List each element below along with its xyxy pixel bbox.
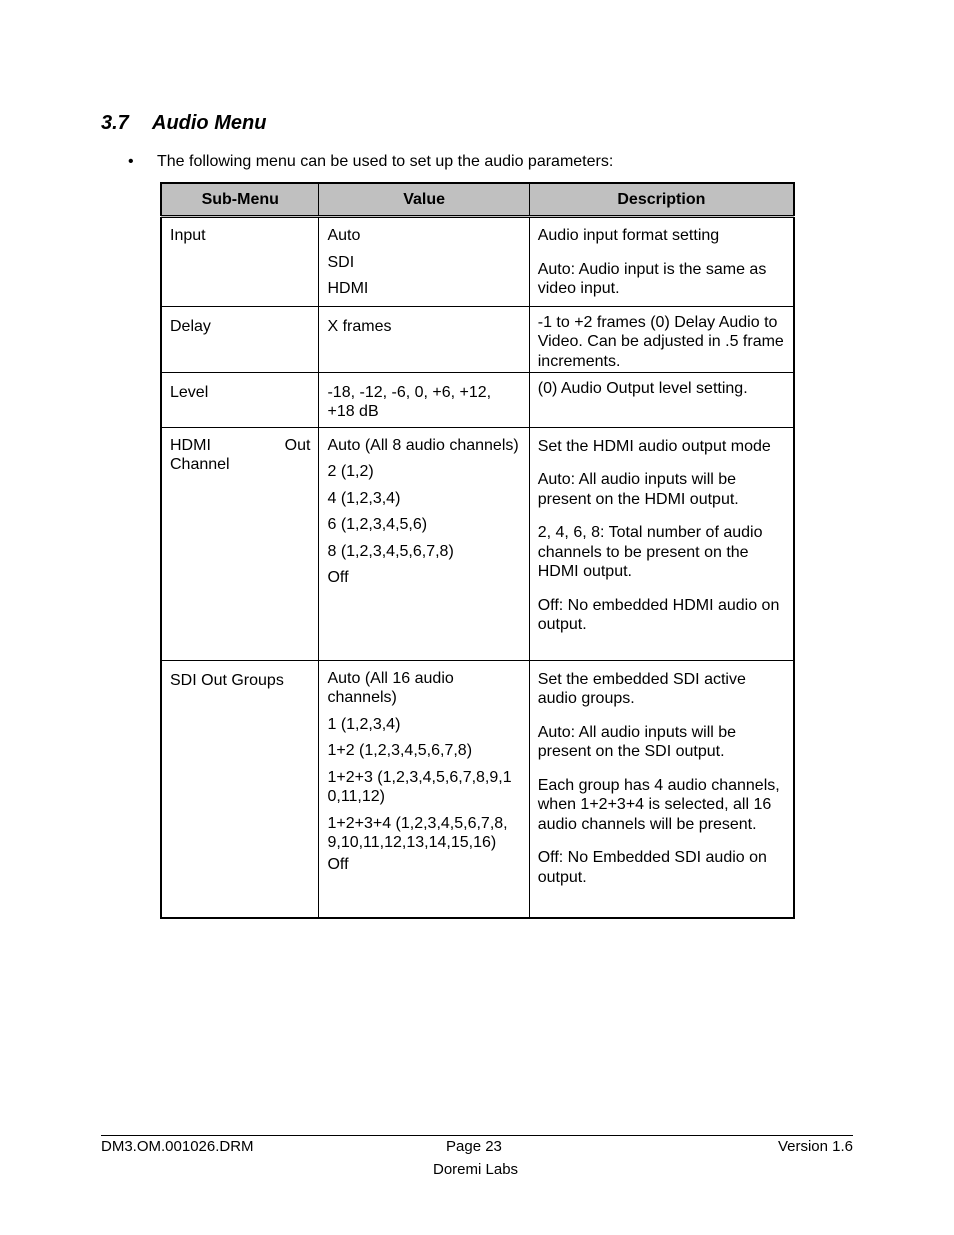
footer-doc-id: DM3.OM.001026.DRM	[101, 1138, 254, 1155]
cell-description: -1 to +2 frames (0) Delay Audio to Video. Can be adjusted in .5 frame increments.	[529, 306, 794, 372]
cell-description: Set the HDMI audio output mode Auto: All audio inputs will be present on the HDMI output. 2, 4, 6, 8: Total number of audio channels to be present on the HDMI output. Off: No embedded HDMI audio on output.	[529, 427, 794, 660]
cell-submenu: HDMI Out Channel	[161, 427, 319, 660]
table-row	[161, 217, 794, 307]
cell-values: Auto SDI HDMI	[319, 217, 529, 307]
table-row	[161, 427, 794, 660]
cell-values: -18, -12, -6, 0, +6, +12, +18 dB	[319, 372, 529, 427]
cell-submenu: SDI Out Groups	[161, 660, 319, 918]
bullet-icon: •	[128, 153, 134, 170]
table-row	[161, 372, 794, 427]
section-number: 3.7	[101, 112, 129, 134]
header-value: Value	[319, 183, 529, 217]
section-title: Audio Menu	[152, 112, 267, 134]
intro-bullet	[128, 153, 613, 171]
footer-divider	[101, 1135, 853, 1136]
audio-menu-table	[160, 182, 795, 919]
footer-page-number: Page 23	[446, 1138, 502, 1155]
table-row	[161, 306, 794, 372]
cell-description: Audio input format setting Auto: Audio input is the same as video input.	[529, 217, 794, 307]
cell-submenu: Delay	[161, 306, 319, 372]
header-submenu: Sub-Menu	[161, 183, 319, 217]
cell-description: (0) Audio Output level setting.	[529, 372, 794, 427]
cell-submenu: Input	[161, 217, 319, 307]
cell-submenu: Level	[161, 372, 319, 427]
header-description: Description	[529, 183, 794, 217]
intro-text: The following menu can be used to set up the audio parameters:	[157, 153, 614, 170]
table-header-row	[161, 183, 794, 217]
footer-company: Doremi Labs	[433, 1161, 519, 1178]
section-heading	[101, 112, 266, 135]
table-row	[161, 660, 794, 918]
cell-description: Set the embedded SDI active audio groups. Auto: All audio inputs will be present on the SDI output. Each group has 4 audio channels, when 1+2+3+4 is selected, all 16 audio channels will be present. Off: No Embedded SDI audio on output.	[529, 660, 794, 918]
footer-version: Version 1.6	[777, 1138, 853, 1155]
cell-values: Auto (All 8 audio channels) 2 (1,2) 4 (1,2,3,4) 6 (1,2,3,4,5,6) 8 (1,2,3,4,5,6,7,8) Off	[319, 427, 529, 660]
cell-values: X frames	[319, 306, 529, 372]
cell-values: Auto (All 16 audio channels) 1 (1,2,3,4) 1+2 (1,2,3,4,5,6,7,8) 1+2+3 (1,2,3,4,5,6,7,8,9,10,11,12) 1+2+3+4 (1,2,3,4,5,6,7,8,9,10,11,12,13,14,15,16) Off	[319, 660, 529, 918]
